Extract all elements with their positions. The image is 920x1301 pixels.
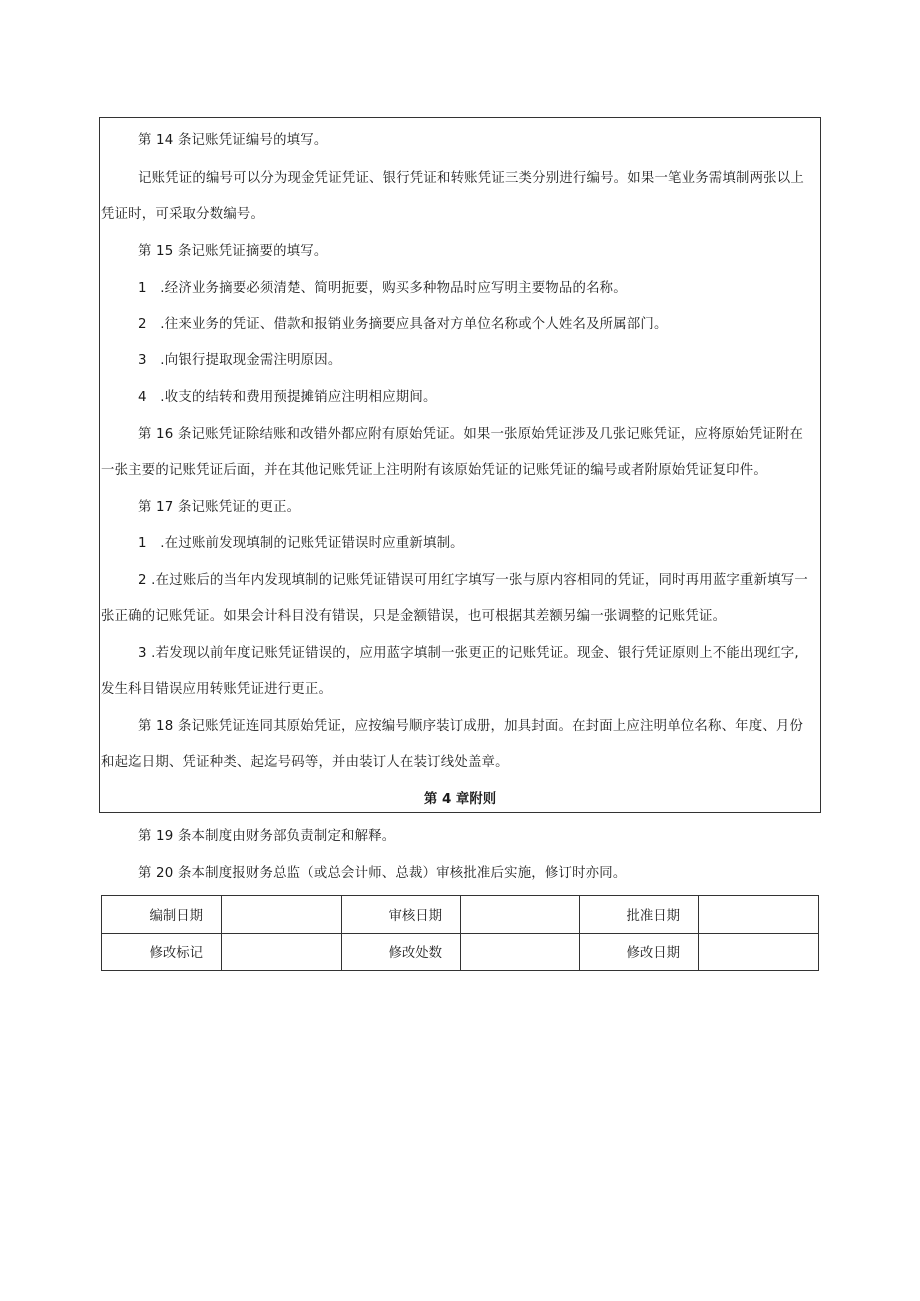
article-20: 第 20 条本制度报财务总监（或总会计师、总裁）审核批准后实施，修订时亦同。 [138,866,627,881]
article-14-title: 第 14 条记账凭证编号的填写。 [138,133,328,148]
article-17-item-1: 1 .在过账前发现填制的记账凭证错误时应重新填制。 [138,536,464,551]
compile-date-label: 编制日期 [102,896,222,934]
article-14-body-line-1: 记账凭证的编号可以分为现金凭证凭证、银行凭证和转账凭证三类分别进行编号。如果一笔业务需填制两张以上 [138,171,804,186]
article-15-title: 第 15 条记账凭证摘要的填写。 [138,244,328,259]
table-row [102,896,819,934]
article-17-item-2-line-1: 2 .在过账后的当年内发现填制的记账凭证错误可用红字填写一张与原内容相同的凭证，同时再用蓝字重新填写一 [138,573,808,588]
article-17-item-3-line-1: 3 .若发现以前年度记账凭证错误的，应用蓝字填制一张更正的记账凭证。现金、银行凭证原则上不能出现红字, [138,646,799,661]
article-15-item-4: 4 .收支的结转和费用预提摊销应注明相应期间。 [138,390,437,405]
article-14-body-line-2: 凭证时，可采取分数编号。 [101,207,265,222]
article-15-item-3: 3 .向银行提取现金需注明原因。 [138,353,342,368]
revision-mark-value [222,933,342,971]
review-date-value [461,896,580,934]
article-18-body-line-2: 和起迄日期、凭证种类、起迄号码等，并由装订人在装订线处盖章。 [101,755,509,770]
article-19: 第 19 条本制度由财务部负责制定和解释。 [138,829,396,844]
approve-date-label: 批准日期 [580,896,699,934]
article-17-title: 第 17 条记账凭证的更正。 [138,500,301,515]
compile-date-value [222,896,342,934]
article-15-item-2: 2 .往来业务的凭证、借款和报销业务摘要应具备对方单位名称或个人姓名及所属部门。 [138,317,668,332]
document-info-table [101,895,819,971]
review-date-label: 审核日期 [342,896,461,934]
article-17-item-3-line-2: 发生科目错误应用转账凭证进行更正。 [101,682,333,697]
revision-count-label: 修改处数 [342,933,461,971]
article-17-item-2-line-2: 张正确的记账凭证。如果会计科目没有错误，只是金额错误，也可根据其差额另编一张调整的记账凭证。 [101,609,727,624]
article-15-item-1: 1 .经济业务摘要必须清楚、简明扼要，购买多种物品时应写明主要物品的名称。 [138,281,627,296]
revision-count-value [461,933,580,971]
article-16-body-line-1: 第 16 条记账凭证除结账和改错外都应附有原始凭证。如果一张原始凭证涉及几张记账凭证，应将原始凭证附在 [138,427,804,442]
revision-mark-label: 修改标记 [102,933,222,971]
revision-date-value [699,933,819,971]
approve-date-value [699,896,819,934]
article-18-body-line-1: 第 18 条记账凭证连同其原始凭证，应按编号顺序装订成册，加具封面。在封面上应注明单位名称、年度、月份 [138,719,804,734]
chapter-4-title: 第 4 章附则 [423,792,497,807]
article-16-body-line-2: 一张主要的记账凭证后面，并在其他记账凭证上注明附有该原始凭证的记账凭证的编号或者附原始凭证复印件。 [101,463,767,478]
revision-date-label: 修改日期 [580,933,699,971]
table-row [102,933,819,971]
